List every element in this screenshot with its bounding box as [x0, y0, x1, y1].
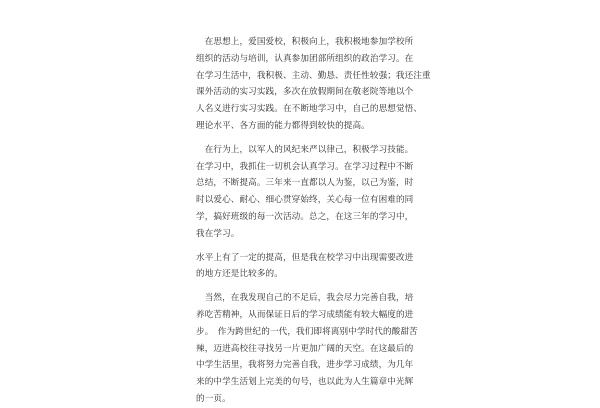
text-line: 来的中学生活划上完美的句号，也以此为人生篇章中光辉: [196, 377, 414, 388]
text-line: 在学习生活中，我积极、主动、勤恳、责任性较强；我还注重: [196, 70, 431, 81]
paragraph-level: [196, 250, 414, 284]
paragraph-thought: [196, 34, 431, 135]
paragraph-gap: [196, 135, 402, 142]
text-line: 的一页。: [196, 393, 231, 404]
text-line: 辣，迈进高校往寻找另一片更加广阔的天空。在这最后的: [196, 343, 414, 354]
paragraph-gap: [196, 243, 402, 250]
paragraph-behavior: [196, 142, 414, 243]
text-line: 当然，在我发现自己的不足后，我会尽力完善自我，培: [196, 293, 414, 304]
text-line: 养吃苦精神，从而保证日后的学习成绩能有较大幅度的进: [196, 309, 414, 320]
text-line: 的地方还是比较多的。: [196, 269, 283, 280]
document-body: [196, 34, 431, 408]
text-line: 步。 作为跨世纪的一代，我们即将离别中学时代的酸甜苦: [196, 326, 418, 337]
text-line: 我在学习。: [196, 228, 240, 239]
text-line: 学，搞好班级的每一次活动。总之，在这三年的学习中，: [196, 211, 414, 222]
text-line: 课外活动的实习实践，多次在放假期间在敬老院等地以个: [196, 87, 414, 98]
text-line: 在学习中，我抓住一切机会认真学习。在学习过程中不断: [196, 161, 414, 172]
text-line: 组织的活动与培训，认真参加团部所组织的政治学习。在: [196, 53, 414, 64]
text-line: 水平上有了一定的提高，但是我在校学习中出现需要改进: [196, 252, 414, 263]
text-line: 人名义进行实习实践。在不断地学习中，自己的思想觉悟、: [196, 104, 423, 115]
text-line: 在行为上，以军人的风纪来严以律己，积极学习技能。: [196, 144, 414, 155]
text-line: 理论水平、各方面的能力都得到较快的提高。: [196, 120, 370, 131]
text-line: 在思想上，爱国爱校，积极向上，我积极地参加学校所: [196, 37, 414, 47]
text-line: 中学生活里，我将努力完善自我，进步学习成绩，为几年: [196, 360, 414, 371]
paragraph-gap: [196, 283, 402, 290]
paragraph-conclusion: [196, 290, 418, 408]
text-line: 总结，不断提高。三年来一直都以人为鉴，以己为鉴，时: [196, 178, 414, 189]
text-line: 时以爱心、耐心、细心贯穿始终，关心每一位有困难的同: [196, 195, 414, 206]
